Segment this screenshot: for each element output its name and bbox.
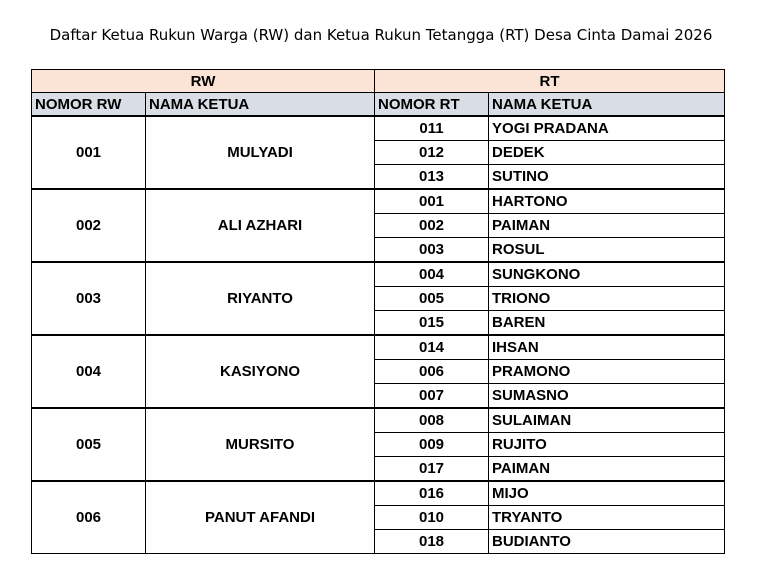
rw-rt-table: [31, 69, 725, 554]
rt-leader-cell: ROSUL: [489, 238, 725, 263]
rt-number-cell: 018: [375, 530, 489, 554]
rt-number-cell: 006: [375, 360, 489, 384]
rt-leader-cell: BAREN: [489, 311, 725, 336]
table-row: [32, 408, 725, 433]
rt-number-cell: 017: [375, 457, 489, 482]
rt-number-cell: 001: [375, 189, 489, 214]
rw-number-cell: 004: [32, 335, 146, 408]
rt-leader-cell: BUDIANTO: [489, 530, 725, 554]
rt-number-cell: 004: [375, 262, 489, 287]
rw-number-cell: 001: [32, 116, 146, 189]
rt-leader-cell: HARTONO: [489, 189, 725, 214]
rt-leader-cell: PAIMAN: [489, 214, 725, 238]
rt-number-cell: 002: [375, 214, 489, 238]
rt-number-cell: 007: [375, 384, 489, 409]
rt-leader-cell: PRAMONO: [489, 360, 725, 384]
rt-leader-cell: TRYANTO: [489, 506, 725, 530]
rt-number-cell: 008: [375, 408, 489, 433]
rt-leader-cell: MIJO: [489, 481, 725, 506]
rw-number-cell: 003: [32, 262, 146, 335]
table-row: [32, 481, 725, 506]
rw-leader-cell: ALI AZHARI: [146, 189, 375, 262]
rt-number-cell: 015: [375, 311, 489, 336]
rt-leader-cell: RUJITO: [489, 433, 725, 457]
rt-number-cell: 013: [375, 165, 489, 190]
rt-number-cell: 010: [375, 506, 489, 530]
rt-leader-cell: SUMASNO: [489, 384, 725, 409]
rt-leader-cell: SUTINO: [489, 165, 725, 190]
rt-number-cell: 011: [375, 116, 489, 141]
rt-number-cell: 016: [375, 481, 489, 506]
nama-ketua-rt-header: NAMA KETUA: [489, 93, 725, 117]
table-row: [32, 189, 725, 214]
nomor-rw-header: NOMOR RW: [32, 93, 146, 117]
rt-number-cell: 014: [375, 335, 489, 360]
rt-leader-cell: PAIMAN: [489, 457, 725, 482]
rw-number-cell: 002: [32, 189, 146, 262]
rt-group-header: RT: [375, 70, 725, 93]
rw-number-cell: 005: [32, 408, 146, 481]
rt-number-cell: 003: [375, 238, 489, 263]
page-title: Daftar Ketua Rukun Warga (RW) dan Ketua Rukun Tetangga (RT) Desa Cinta Damai 2026: [49, 26, 713, 44]
rt-leader-cell: SULAIMAN: [489, 408, 725, 433]
rw-number-cell: 006: [32, 481, 146, 554]
rt-number-cell: 009: [375, 433, 489, 457]
rt-leader-cell: YOGI PRADANA: [489, 116, 725, 141]
rt-number-cell: 005: [375, 287, 489, 311]
rw-leader-cell: MURSITO: [146, 408, 375, 481]
rw-leader-cell: KASIYONO: [146, 335, 375, 408]
rt-number-cell: 012: [375, 141, 489, 165]
rw-leader-cell: MULYADI: [146, 116, 375, 189]
table-row: [32, 116, 725, 141]
table-row: [32, 335, 725, 360]
rw-leader-cell: RIYANTO: [146, 262, 375, 335]
rt-leader-cell: DEDEK: [489, 141, 725, 165]
rt-leader-cell: IHSAN: [489, 335, 725, 360]
nomor-rt-header: NOMOR RT: [375, 93, 489, 117]
table-body: [32, 116, 725, 554]
rw-leader-cell: PANUT AFANDI: [146, 481, 375, 554]
rt-leader-cell: SUNGKONO: [489, 262, 725, 287]
nama-ketua-rw-header: NAMA KETUA: [146, 93, 375, 117]
rw-group-header: RW: [32, 70, 375, 93]
table-row: [32, 262, 725, 287]
rt-leader-cell: TRIONO: [489, 287, 725, 311]
